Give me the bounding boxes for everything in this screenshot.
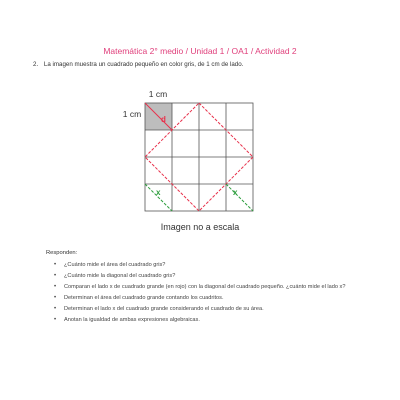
x-label-left: x (156, 188, 161, 197)
list-item (54, 317, 364, 325)
answers-label: Responden: (46, 250, 78, 256)
list-item (54, 306, 364, 314)
list-item-text: ¿Cuánto mide el área del cuadrado gris? (64, 262, 166, 268)
x-label-right: x (233, 188, 238, 197)
list-item-text: Determinan el lado x del cuadrado grande considerando el cuadrado de su área. (64, 306, 264, 313)
question-number: 2. (33, 61, 39, 68)
list-item-text: Comparan el lado x de cuadrado grande (en rojo) con la diagonal del cuadrado pequeño. ¿cuánto mide el lado x? (64, 284, 346, 291)
bullet-icon: • (54, 306, 57, 313)
x-segment-right (226, 184, 253, 211)
figure-caption: Imagen no a escala (160, 222, 240, 232)
list-item (54, 273, 364, 281)
bullet-icon: • (54, 295, 57, 302)
list-item (54, 295, 364, 303)
list-item (54, 284, 364, 292)
figure-label-left: 1 cm (122, 109, 142, 119)
list-item (54, 262, 364, 270)
bullet-icon: • (54, 317, 57, 324)
list-item-text: Determinan el área del cuadrado grande contando los cuadritos. (64, 295, 224, 302)
bullet-icon: • (54, 273, 57, 280)
figure (110, 86, 290, 236)
list-item-text: Anotan la igualdad de ambas expresiones algebraicas. (64, 317, 200, 324)
diagonal-label: d (161, 115, 166, 124)
answers-list (54, 262, 364, 329)
page-title: Matemática 2° medio / Unidad 1 / OA1 / Actividad 2 (103, 46, 297, 56)
bullet-icon: • (54, 262, 57, 268)
grid-figure (110, 86, 290, 236)
bullet-icon: • (54, 284, 57, 291)
figure-label-top: 1 cm (148, 89, 168, 99)
list-item-text: ¿Cuánto mide la diagonal del cuadrado gris? (64, 273, 176, 280)
question-text: La imagen muestra un cuadrado pequeño en color gris, de 1 cm de lado. (43, 61, 244, 68)
question (33, 61, 363, 68)
